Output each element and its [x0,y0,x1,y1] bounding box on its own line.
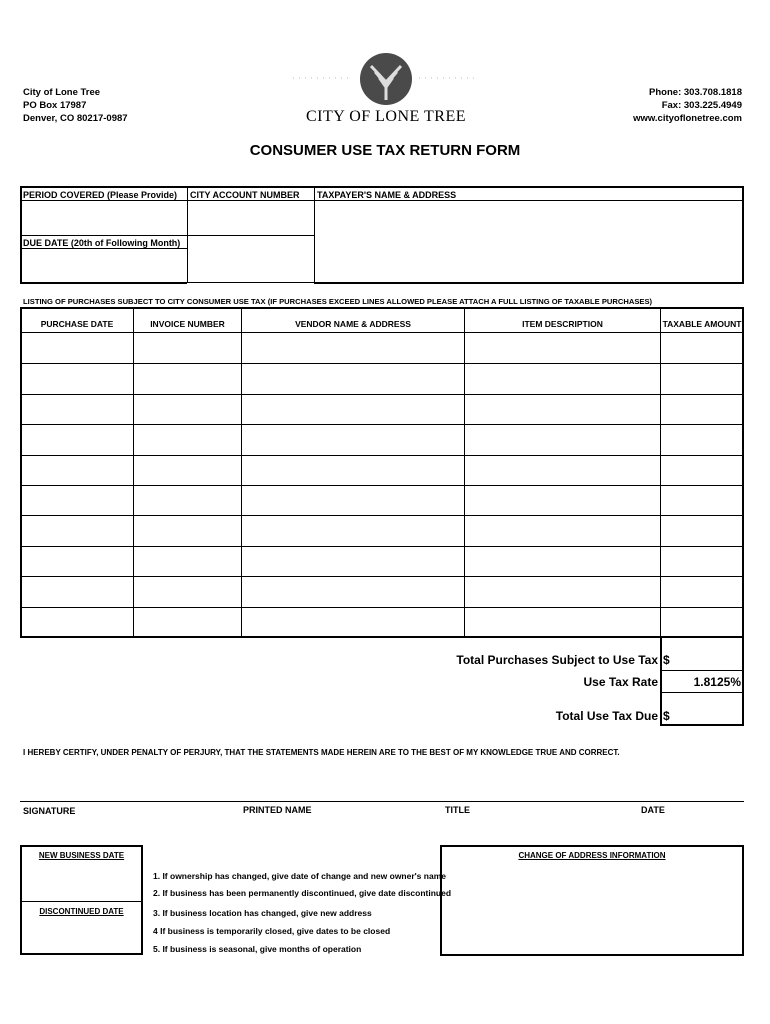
period-covered-field[interactable] [22,202,186,234]
fax: Fax: 303.225.4949 [661,100,742,111]
table-cell-purchase-date[interactable] [21,395,133,423]
col-invoice-number: INVOICE NUMBER [150,319,225,329]
form-title: CONSUMER USE TAX RETURN FORM [249,142,521,159]
table-cell-taxable-amount[interactable] [661,425,743,453]
table-cell-vendor-name[interactable] [242,456,464,484]
total-due-label: Total Use Tax Due [555,709,658,723]
table-cell-vendor-name[interactable] [242,608,464,636]
table-cell-invoice-number[interactable] [134,364,241,392]
divider [21,200,743,201]
table-cell-taxable-amount[interactable] [661,364,743,392]
use-tax-rate-value: 1.8125% [693,675,741,689]
due-date-label: DUE DATE (20th of Following Month) [23,238,181,248]
table-cell-taxable-amount[interactable] [661,608,743,636]
divider [21,235,314,236]
table-cell-item-description[interactable] [465,608,660,636]
lone-tree-logo-icon [293,52,479,106]
divider [21,248,187,249]
table-cell-vendor-name[interactable] [242,425,464,453]
table-cell-invoice-number[interactable] [134,334,241,362]
city-logo [293,52,479,132]
city-address-block [23,86,128,125]
table-cell-item-description[interactable] [465,334,660,362]
table-cell-invoice-number[interactable] [134,456,241,484]
col-vendor-name: VENDOR NAME & ADDRESS [295,319,411,329]
city-name: City of Lone Tree [23,87,101,98]
total-purchases-dollar: $ [663,653,670,667]
table-cell-item-description[interactable] [465,395,660,423]
table-cell-taxable-amount[interactable] [661,334,743,362]
new-business-date-field[interactable] [22,864,141,899]
note-4: 4 If business is temporarily closed, give dates to be closed [153,926,391,936]
table-cell-vendor-name[interactable] [242,547,464,575]
table-cell-purchase-date[interactable] [21,486,133,514]
note-1: 1. If ownership has changed, give date of change and new owner's name [153,871,446,881]
table-cell-item-description[interactable] [465,577,660,605]
table-cell-vendor-name[interactable] [242,577,464,605]
table-cell-item-description[interactable] [465,364,660,392]
table-cell-invoice-number[interactable] [134,547,241,575]
table-cell-taxable-amount[interactable] [661,486,743,514]
city-account-label: CITY ACCOUNT NUMBER [190,190,300,200]
note-5: 5. If business is seasonal, give months of operation [153,944,362,954]
signature-line [20,801,744,802]
city-account-field[interactable] [189,202,313,234]
total-due-field[interactable] [672,696,740,723]
due-date-field[interactable] [22,250,186,282]
col-taxable-amount: TAXABLE AMOUNT [662,319,742,329]
website-link[interactable]: www.cityoflonetree.com [633,113,742,124]
divider [187,283,314,284]
table-cell-taxable-amount[interactable] [661,577,743,605]
table-cell-item-description[interactable] [465,425,660,453]
divider [21,901,142,902]
discontinued-date-wrap [20,907,143,916]
note-3: 3. If business location has changed, give new address [153,908,372,918]
printed-name-label: PRINTED NAME [243,805,312,815]
signature-label: SIGNATURE [23,806,76,816]
listing-instruction: LISTING OF PURCHASES SUBJECT TO CITY CONSUMER USE TAX (IF PURCHASES EXCEED LINES ALLOWED PLEASE ATTACH A FULL LISTING OF TAXABLE PURCHASES) [23,297,653,306]
table-cell-vendor-name[interactable] [242,395,464,423]
phone: Phone: 303.708.1818 [649,87,742,98]
table-cell-item-description[interactable] [465,456,660,484]
table-cell-purchase-date[interactable] [21,425,133,453]
discontinued-date-field[interactable] [22,920,141,953]
table-cell-purchase-date[interactable] [21,577,133,605]
signature-field[interactable] [20,785,744,800]
use-tax-rate-label: Use Tax Rate [583,675,658,689]
table-cell-invoice-number[interactable] [134,577,241,605]
change-of-address-field[interactable] [443,864,741,953]
logo-text: CITY OF LONE TREE [305,108,467,125]
table-cell-purchase-date[interactable] [21,364,133,392]
table-cell-vendor-name[interactable] [242,486,464,514]
table-cell-item-description[interactable] [465,486,660,514]
certification-text: I HEREBY CERTIFY, UNDER PENALTY OF PERJURY, THAT THE STATEMENTS MADE HEREIN ARE TO THE BEST OF MY KNOWLEDGE TRUE AND CORRECT. [23,748,620,757]
total-due-dollar: $ [663,709,670,723]
table-cell-purchase-date[interactable] [21,456,133,484]
table-cell-purchase-date[interactable] [21,516,133,544]
divider [21,332,743,333]
table-cell-purchase-date[interactable] [21,334,133,362]
divider [661,692,743,693]
table-cell-invoice-number[interactable] [134,425,241,453]
col-item-description: ITEM DESCRIPTION [522,319,603,329]
date-label: DATE [641,805,665,815]
taxpayer-label: TAXPAYER'S NAME & ADDRESS [317,190,457,200]
table-cell-invoice-number[interactable] [134,486,241,514]
note-2: 2. If business has been permanently discontinued, give date discontinued [153,888,452,898]
table-cell-item-description[interactable] [465,516,660,544]
taxpayer-field[interactable] [316,202,742,282]
table-cell-vendor-name[interactable] [242,516,464,544]
table-cell-purchase-date[interactable] [21,547,133,575]
total-purchases-label: Total Purchases Subject to Use Tax [456,653,658,667]
col-purchase-date: PURCHASE DATE [40,319,114,329]
period-covered-label: PERIOD COVERED (Please Provide) [23,190,178,200]
table-cell-taxable-amount[interactable] [661,516,743,544]
new-business-date-wrap [20,851,143,860]
total-purchases-field[interactable] [672,650,740,668]
table-cell-taxable-amount[interactable] [661,547,743,575]
table-cell-vendor-name[interactable] [242,334,464,362]
table-cell-taxable-amount[interactable] [661,395,743,423]
divider [314,187,315,283]
divider [661,670,743,671]
table-cell-purchase-date[interactable] [21,608,133,636]
change-of-address-label: CHANGE OF ADDRESS INFORMATION [518,851,666,860]
title-label: TITLE [445,805,470,815]
discontinued-date-label: DISCONTINUED DATE [39,907,124,916]
change-of-address-wrap [440,851,744,860]
table-cell-invoice-number[interactable] [134,608,241,636]
contact-block [633,86,742,125]
new-business-date-label: NEW BUSINESS DATE [38,851,125,860]
table-cell-item-description[interactable] [465,547,660,575]
table-cell-taxable-amount[interactable] [661,456,743,484]
city-state-zip: Denver, CO 80217-0987 [23,113,128,124]
table-cell-invoice-number[interactable] [134,395,241,423]
table-cell-vendor-name[interactable] [242,364,464,392]
table-cell-invoice-number[interactable] [134,516,241,544]
po-box: PO Box 17987 [23,100,87,111]
